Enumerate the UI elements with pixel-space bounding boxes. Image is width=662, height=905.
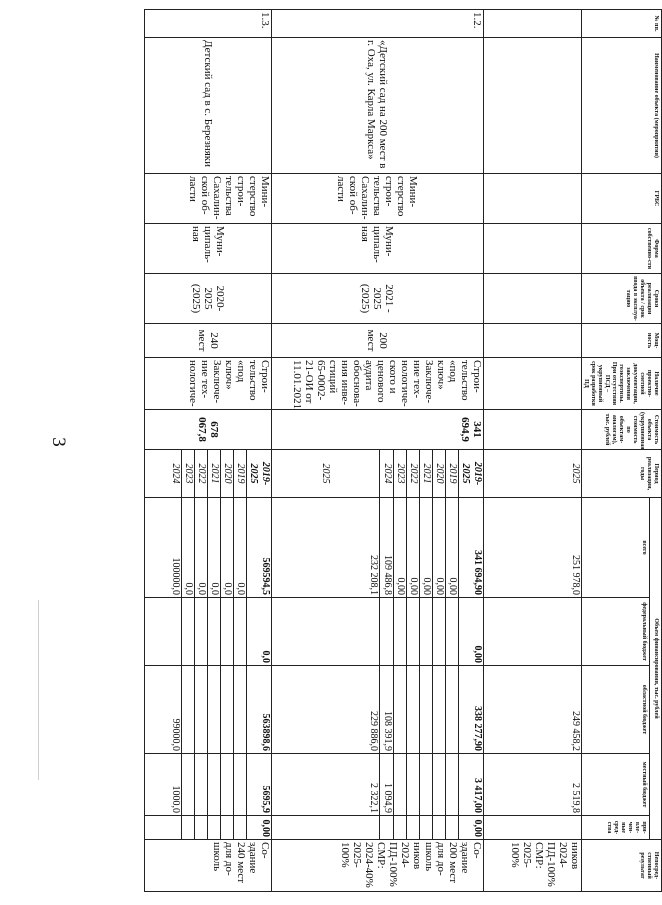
row-result: Со-здание 200 мест для до-школь ников 2024-ПД-100% СМР: 2024-40% 2025-100% xyxy=(272,840,484,892)
year-other xyxy=(221,816,234,840)
carry-cost xyxy=(484,410,582,450)
year-total: 109 486,8 xyxy=(380,498,394,598)
year-label: 2022 xyxy=(407,450,420,498)
header-finance: Объем финансирования, тыс. рублей xyxy=(649,498,661,840)
year-local xyxy=(221,754,234,816)
row-total-other: 0,00 xyxy=(459,816,484,840)
year-other xyxy=(433,816,446,840)
year-federal xyxy=(221,598,234,666)
year-total: 0,00 xyxy=(394,498,407,598)
year-label: 2025 xyxy=(272,450,380,498)
year-local: 2 322,1 xyxy=(272,754,380,816)
carry-ownership xyxy=(484,224,582,274)
header-local: местный бюджет xyxy=(582,754,650,816)
year-regional xyxy=(446,666,459,754)
year-federal xyxy=(195,598,208,666)
row-cost: 678 067,8 xyxy=(145,410,272,450)
header-capacity: Мощ-ность xyxy=(582,324,662,358)
header-cost: Стоимость объекта (укрупненная стоимость по объектам-аналогам), тыс. рублей xyxy=(582,410,662,450)
year-label: 2019 xyxy=(234,450,247,498)
year-regional xyxy=(394,666,407,754)
rotated-table-wrapper xyxy=(144,9,662,891)
year-total: 0,0 xyxy=(182,498,195,598)
year-regional: 108 391,9 xyxy=(380,666,394,754)
year-total: 0,0 xyxy=(208,498,221,598)
header-ownership: Форма собственно-сти xyxy=(582,224,662,274)
year-other xyxy=(407,816,420,840)
year-label: 2022 xyxy=(195,450,208,498)
year-local xyxy=(420,754,433,816)
year-label: 2020 xyxy=(221,450,234,498)
year-other xyxy=(272,816,380,840)
year-local xyxy=(433,754,446,816)
header-no: № пп. xyxy=(582,10,662,38)
year-regional xyxy=(195,666,208,754)
header-result: Непосред-ственный результат xyxy=(582,840,662,892)
table-row xyxy=(247,10,272,892)
header-other: при-вле-чен-ные сред-ства xyxy=(582,816,650,840)
year-local xyxy=(234,754,247,816)
year-local xyxy=(182,754,195,816)
row-grbs: Мини-стерство строи-тельства Сахалин-ской об-ласти xyxy=(272,174,484,224)
table-row xyxy=(459,10,484,892)
year-total: 0,00 xyxy=(407,498,420,598)
year-local xyxy=(394,754,407,816)
year-total: 232 208,1 xyxy=(272,498,380,598)
page-number: 3 xyxy=(48,437,69,447)
year-regional xyxy=(182,666,195,754)
carry-regional: 249 458,2 xyxy=(484,666,582,754)
year-other xyxy=(446,816,459,840)
header-docs: Наличие проектно-сметной документации, заключения гоэкспертизы. При отсутствии ПСД – укрупненный срок разработки ПД xyxy=(582,358,662,410)
year-other xyxy=(420,816,433,840)
year-local xyxy=(446,754,459,816)
carry-period: 2025 xyxy=(484,450,582,498)
row-ownership: Муни-ципаль-ная xyxy=(145,224,272,274)
year-total: 0,0 xyxy=(234,498,247,598)
row-total-local: 5695,9 xyxy=(247,754,272,816)
row-terms: 2020-2025 (2025) xyxy=(145,274,272,324)
year-federal xyxy=(208,598,221,666)
row-cost: 341 694,9 xyxy=(272,410,484,450)
year-other xyxy=(234,816,247,840)
year-regional xyxy=(234,666,247,754)
year-other xyxy=(195,816,208,840)
row-ownership: Муни-ципаль-ная xyxy=(272,224,484,274)
year-regional: 229 886,0 xyxy=(272,666,380,754)
header-grbs: ГРБС xyxy=(582,174,662,224)
year-total: 100000,0 xyxy=(145,498,182,598)
year-total: 0,0 xyxy=(221,498,234,598)
year-other xyxy=(182,816,195,840)
year-federal xyxy=(433,598,446,666)
year-label: 2019 xyxy=(446,450,459,498)
row-capacity: 240 мест xyxy=(145,324,272,358)
header-name: Наименование объекта (мероприятия) xyxy=(582,38,662,174)
header-federal: федеральный бюджет xyxy=(582,598,650,666)
year-regional xyxy=(420,666,433,754)
row-total-sum: 341 694,90 xyxy=(459,498,484,598)
row-result: Со-здание 240 мест для до-школь xyxy=(145,840,272,892)
year-federal xyxy=(446,598,459,666)
row-docs: Строи-тельство «под ключ» Заключе-ние тех-нологиче- xyxy=(145,358,272,410)
year-total: 0,00 xyxy=(420,498,433,598)
carry-other xyxy=(484,816,582,840)
year-label: 2020 xyxy=(433,450,446,498)
carry-local: 2 519,8 xyxy=(484,754,582,816)
year-federal xyxy=(407,598,420,666)
year-regional: 99000,0 xyxy=(145,666,182,754)
row-total-local: 3 417,00 xyxy=(459,754,484,816)
year-other xyxy=(394,816,407,840)
year-regional xyxy=(407,666,420,754)
year-label: 2023 xyxy=(394,450,407,498)
year-total: 0,0 xyxy=(195,498,208,598)
financing-table xyxy=(144,9,662,892)
row-capacity: 200 мест xyxy=(272,324,484,358)
year-regional xyxy=(208,666,221,754)
carry-result: ников 2024-ПД-100% СМР: 2025-100% xyxy=(484,840,582,892)
carry-capacity xyxy=(484,324,582,358)
row-total-regional: 338 277,90 xyxy=(459,666,484,754)
year-other xyxy=(380,816,394,840)
year-local xyxy=(407,754,420,816)
header-row-1 xyxy=(649,10,661,892)
row-total-regional: 563898,6 xyxy=(247,666,272,754)
row-name: «Детский сад на 200 мест в г. Оха, ул. Карла Маркса» xyxy=(272,38,484,174)
year-local: 1000,0 xyxy=(145,754,182,816)
year-total: 0,00 xyxy=(446,498,459,598)
year-regional xyxy=(221,666,234,754)
year-federal xyxy=(182,598,195,666)
row-no: 1.2. xyxy=(272,10,484,38)
year-total: 0,00 xyxy=(433,498,446,598)
year-label: 2021 xyxy=(208,450,221,498)
carry-name xyxy=(484,38,582,174)
row-grbs: Мини-стерство строи-тельства Сахалин-ской об-ласти xyxy=(145,174,272,224)
year-federal xyxy=(145,598,182,666)
row-terms: 2021 - 2025 (2025) xyxy=(272,274,484,324)
year-federal xyxy=(420,598,433,666)
row-name: Детский сад в с. Березняки xyxy=(145,38,272,174)
carry-grbs xyxy=(484,174,582,224)
carry-terms xyxy=(484,274,582,324)
header-period: Период реализации, годы xyxy=(582,450,662,498)
year-federal xyxy=(380,598,394,666)
scan-edge-line xyxy=(38,600,39,780)
row-total-federal: 0,0 xyxy=(247,598,272,666)
year-regional xyxy=(433,666,446,754)
carry-row xyxy=(484,10,582,892)
row-total-sum: 569594,5 xyxy=(247,498,272,598)
year-label: 2021 xyxy=(420,450,433,498)
year-label: 2023 xyxy=(182,450,195,498)
year-local xyxy=(195,754,208,816)
header-regional: областной бюджет xyxy=(582,666,650,754)
year-label: 2024 xyxy=(145,450,182,498)
row-total-period: 2019-2025 xyxy=(459,450,484,498)
year-federal xyxy=(234,598,247,666)
year-federal xyxy=(394,598,407,666)
year-local: 1 094,9 xyxy=(380,754,394,816)
carry-total: 251 978,0 xyxy=(484,498,582,598)
carry-docs xyxy=(484,358,582,410)
year-federal xyxy=(272,598,380,666)
row-total-period: 2019-2025 xyxy=(247,450,272,498)
header-total: всего xyxy=(582,498,650,598)
header-terms: Сроки реализации объекта / срок ввода в эксплуа-тацию xyxy=(582,274,662,324)
year-other xyxy=(145,816,182,840)
year-label: 2024 xyxy=(380,450,394,498)
year-local xyxy=(208,754,221,816)
carry-federal xyxy=(484,598,582,666)
carry-no xyxy=(484,10,582,38)
year-other xyxy=(208,816,221,840)
row-total-other: 0,00 xyxy=(247,816,272,840)
row-docs: Строи-тельство «под ключ» Заключе-ние тех-нологиче-ского и ценового аудита обоснова-ния инве-стиций 65-0002-21-ОИ от 11.01.2021 xyxy=(272,358,484,410)
row-no: 1.3. xyxy=(145,10,272,38)
row-total-federal: 0,00 xyxy=(459,598,484,666)
